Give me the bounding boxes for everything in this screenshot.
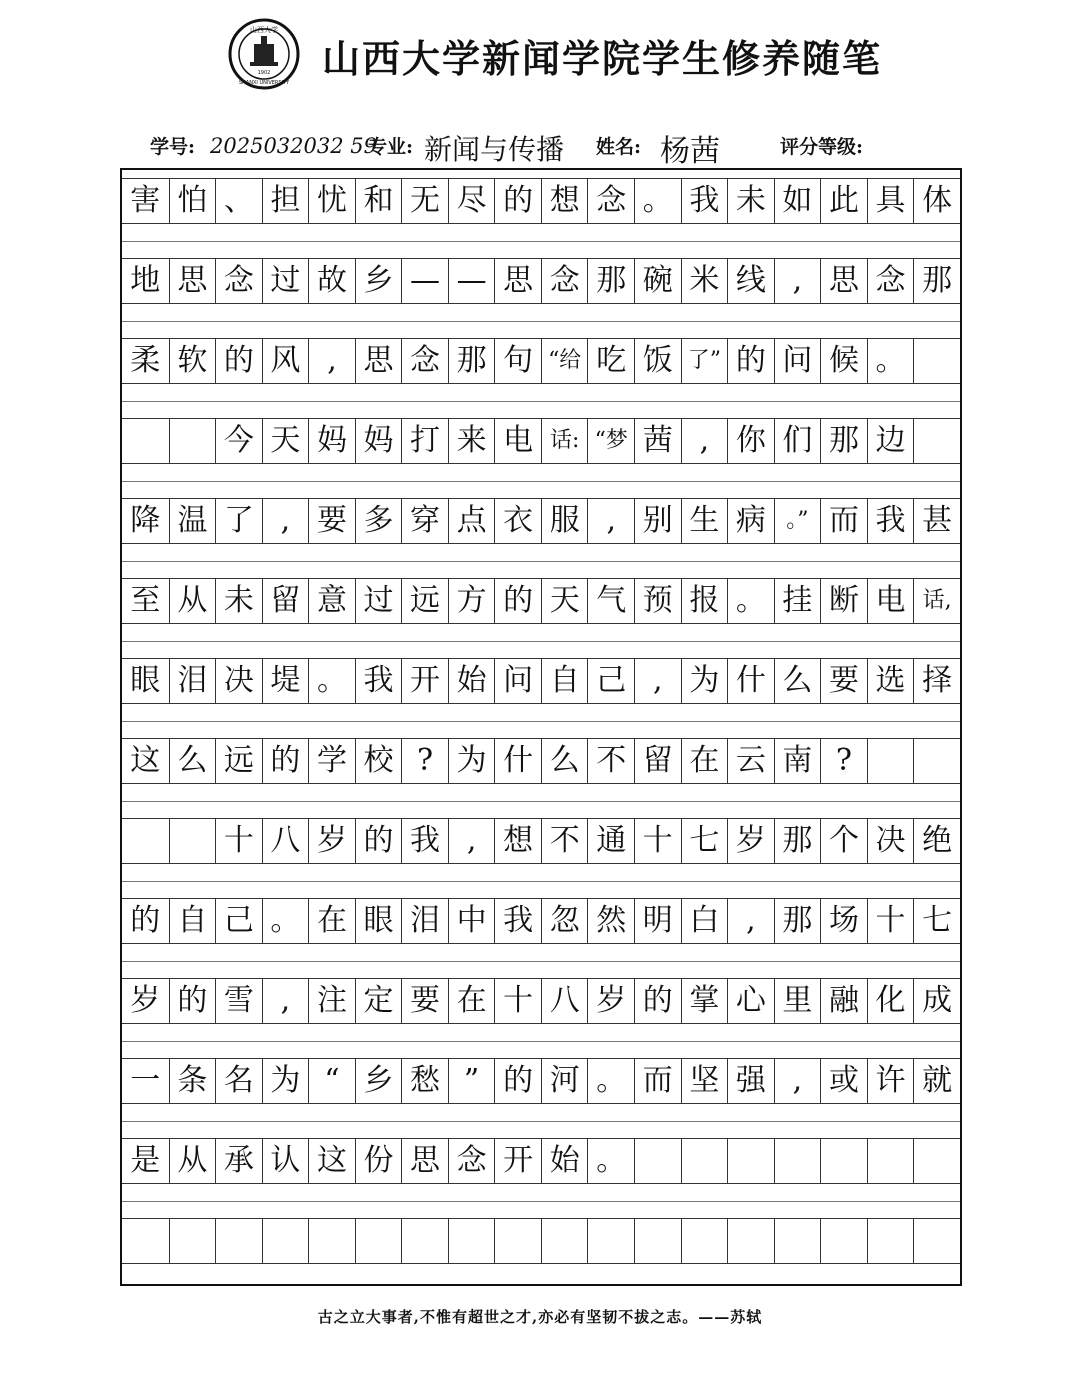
row-separator [122,401,960,402]
grid-row [122,258,960,304]
grid-cell: 决 [215,658,262,704]
grid-cell: 句 [494,338,541,384]
grid-cell [913,1138,960,1184]
grid-cell: 要 [308,498,355,544]
grid-cell: 天 [541,578,588,624]
grid-cell [774,1218,821,1264]
grid-cell: 么 [541,738,588,784]
grid-cell: 电 [867,578,914,624]
grid-cell [867,1218,914,1264]
grid-cell: 愁 [401,1058,448,1104]
grid-cell: 的 [494,578,541,624]
grid-cell: 条 [169,1058,216,1104]
grid-cell [913,738,960,784]
grid-cell [122,818,169,864]
grid-cell: 什 [727,658,774,704]
grid-cell: 念 [448,1138,495,1184]
grid-cell: 温 [169,498,216,544]
grid-cell: 风 [262,338,309,384]
grid-cell: 思 [355,338,402,384]
grid-cell: 那 [774,898,821,944]
grid-cell: 十 [867,898,914,944]
grid-cell: 掌 [681,978,728,1024]
grid-cell: 的 [634,978,681,1024]
grid-row [122,1058,960,1104]
grid-cell: 断 [820,578,867,624]
grid-cell: 打 [401,418,448,464]
row-separator [122,1041,960,1042]
grid-cell: 心 [727,978,774,1024]
grid-cell: 开 [401,658,448,704]
grid-cell: 如 [774,178,821,224]
grid-cell: 从 [169,1138,216,1184]
row-separator [122,961,960,962]
grid-cell: 报 [681,578,728,624]
grid-cell: 尽 [448,178,495,224]
grid-cell [215,1218,262,1264]
grid-cell: 生 [681,498,728,544]
grid-cell: 茜 [634,418,681,464]
grid-row [122,498,960,544]
grid-cell: 米 [681,258,728,304]
grid-cell: 气 [587,578,634,624]
grid-cell: , [448,818,495,864]
grid-cell: 我 [681,178,728,224]
grid-cell: , [262,498,309,544]
grid-cell: 的 [494,1058,541,1104]
row-separator [122,721,960,722]
grid-row [122,978,960,1024]
grid-cell: 一 [122,1058,169,1104]
grid-cell: 么 [774,658,821,704]
grid-cell: “ [308,1058,355,1104]
grid-cell [681,1218,728,1264]
major-value: 新闻与传播 [424,133,565,166]
grid-cell: 边 [867,418,914,464]
grid-cell: 化 [867,978,914,1024]
grid-cell: 选 [867,658,914,704]
svg-text:SHANXI UNIVERSITY: SHANXI UNIVERSITY [238,80,290,86]
grid-cell: 。” [774,498,821,544]
grid-cell [448,1218,495,1264]
grid-cell: 。 [587,1138,634,1184]
grid-cell: 在 [308,898,355,944]
grid-cell [867,738,914,784]
grid-cell: 过 [355,578,402,624]
grid-row [122,818,960,864]
grid-cell [122,1218,169,1264]
grid-cell: 而 [634,1058,681,1104]
grid-cell: 远 [401,578,448,624]
grid-cell: 服 [541,498,588,544]
grid-cell: 强 [727,1058,774,1104]
page-header [0,0,1080,110]
grid-cell: 我 [867,498,914,544]
grid-cell: 是 [122,1138,169,1184]
grid-cell: 决 [867,818,914,864]
row-separator [122,241,960,242]
grid-cell: 始 [448,658,495,704]
grid-cell: “给 [541,338,588,384]
grid-cell: 至 [122,578,169,624]
grid-cell: 为 [262,1058,309,1104]
grid-cell [913,418,960,464]
grid-cell [169,418,216,464]
grid-cell: , [774,258,821,304]
grid-cell: 自 [169,898,216,944]
grid-cell: 妈 [355,418,402,464]
grid-cell: 线 [727,258,774,304]
row-separator [122,1201,960,1202]
grid-cell: 地 [122,258,169,304]
grid-cell: 。 [308,658,355,704]
grid-cell: — [448,258,495,304]
grid-cell [494,1218,541,1264]
grid-cell: 堤 [262,658,309,704]
grid-cell: 怕 [169,178,216,224]
grid-cell: 云 [727,738,774,784]
essay-grid-sheet [120,168,962,1286]
grid-cell: 穿 [401,498,448,544]
grid-cell: 八 [262,818,309,864]
grid-cell: 泪 [169,658,216,704]
grid-cell: 来 [448,418,495,464]
grid-cell: “梦 [587,418,634,464]
grid-cell: 十 [215,818,262,864]
grid-cell: 吃 [587,338,634,384]
grid-cell: 我 [355,658,402,704]
grid-cell: 此 [820,178,867,224]
grid-cell [634,1218,681,1264]
row-separator [122,481,960,482]
grid-cell [634,1138,681,1184]
grid-cell: 在 [448,978,495,1024]
grid-cell: 通 [587,818,634,864]
grid-cell: 想 [494,818,541,864]
svg-text:山西大学: 山西大学 [250,26,278,34]
grid-cell: 择 [913,658,960,704]
grid-cell: 过 [262,258,309,304]
student-info-row [140,126,960,169]
grid-cell [820,1138,867,1184]
grid-cell: , [727,898,774,944]
grid-cell [355,1218,402,1264]
grid-cell: 七 [681,818,728,864]
footer-quote: 古之立大事者,不惟有超世之才,亦必有坚韧不拔之志。——苏轼 [317,1308,763,1326]
grid-cell: 场 [820,898,867,944]
grid-cell: 中 [448,898,495,944]
grid-cell: 为 [448,738,495,784]
grid-cell: 留 [262,578,309,624]
grid-cell: 碗 [634,258,681,304]
grid-cell: 天 [262,418,309,464]
row-separator [122,641,960,642]
grid-cell: 体 [913,178,960,224]
grid-cell [727,1138,774,1184]
grid-cell: 那 [587,258,634,304]
grid-cell: 眼 [355,898,402,944]
grid-row [122,898,960,944]
grid-cell: 就 [913,1058,960,1104]
grid-cell: 那 [913,258,960,304]
grid-cell: 明 [634,898,681,944]
grid-cell: 候 [820,338,867,384]
grid-cell: 始 [541,1138,588,1184]
grid-cell: 河 [541,1058,588,1104]
name-label: 姓名: [596,136,642,158]
grid-cell: , [774,1058,821,1104]
grid-cell: 的 [122,898,169,944]
grid-cell: 南 [774,738,821,784]
grid-cell [262,1218,309,1264]
student-id-label: 学号: [150,136,196,158]
grid-cell: 软 [169,338,216,384]
grid-cell: 这 [122,738,169,784]
grid-cell: 雪 [215,978,262,1024]
grid-cell: 己 [587,658,634,704]
grid-cell [913,338,960,384]
page-title: 山西大学新闻学院学生修养随笔 [322,36,883,81]
grid-cell [122,418,169,464]
grid-cell: 忧 [308,178,355,224]
grid-cell: 开 [494,1138,541,1184]
grid-cell: 校 [355,738,402,784]
grid-cell: 思 [169,258,216,304]
row-separator [122,321,960,322]
grid-cell: 绝 [913,818,960,864]
grid-cell: 话: [541,418,588,464]
grid-cell: , [308,338,355,384]
grid-cell: 岁 [587,978,634,1024]
grid-cell [727,1218,774,1264]
grid-cell: 注 [308,978,355,1024]
grid-cell: 。 [262,898,309,944]
grid-cell: 念 [587,178,634,224]
grid-cell [681,1138,728,1184]
grid-cell: 成 [913,978,960,1024]
grid-cell: 而 [820,498,867,544]
grid-cell: ” [448,1058,495,1104]
grid-cell: 挂 [774,578,821,624]
grid-cell [541,1218,588,1264]
grid-cell: 这 [308,1138,355,1184]
row-separator [122,801,960,802]
grid-cell: 多 [355,498,402,544]
grid-cell: 留 [634,738,681,784]
grid-cell: 病 [727,498,774,544]
university-seal-icon [228,18,300,90]
grid-row [122,178,960,224]
grid-cell: 未 [727,178,774,224]
grid-cell: 岁 [727,818,774,864]
grid-cell: 要 [820,658,867,704]
name-value: 杨茜 [660,134,720,169]
grid-cell [867,1138,914,1184]
grid-cell [169,818,216,864]
grid-cell: 念 [867,258,914,304]
grid-cell: 名 [215,1058,262,1104]
grid-cell: 那 [820,418,867,464]
grid-cell: 七 [913,898,960,944]
grid-cell: 无 [401,178,448,224]
grid-cell: 眼 [122,658,169,704]
grid-row [122,1138,960,1184]
grid-cell: 的 [727,338,774,384]
grid-cell: 个 [820,818,867,864]
grid-cell: 我 [401,818,448,864]
grid-cell: 你 [727,418,774,464]
grid-cell: 坚 [681,1058,728,1104]
grid-cell: 念 [401,338,448,384]
grid-cell: 衣 [494,498,541,544]
grid-cell: 什 [494,738,541,784]
grid-cell: 要 [401,978,448,1024]
grid-cell: 岁 [308,818,355,864]
grid-cell: 故 [308,258,355,304]
row-separator [122,1121,960,1122]
grid-cell: 别 [634,498,681,544]
grid-cell: 我 [494,898,541,944]
grid-row [122,658,960,704]
grid-cell: 念 [215,258,262,304]
grid-cell: 问 [774,338,821,384]
grid-cell: 具 [867,178,914,224]
grid-cell: 学 [308,738,355,784]
grid-row [122,578,960,624]
grid-row [122,418,960,464]
grid-cell: 了 [215,498,262,544]
grid-cell: 降 [122,498,169,544]
grid-row [122,738,960,784]
svg-text:1902: 1902 [257,70,271,76]
grid-cell: 害 [122,178,169,224]
grid-cell: 份 [355,1138,402,1184]
grid-cell: 、 [215,178,262,224]
grid-cell [774,1138,821,1184]
grid-cell: — [401,258,448,304]
grid-cell: 未 [215,578,262,624]
grid-cell: 不 [541,818,588,864]
grid-cell: 担 [262,178,309,224]
grid-cell: 电 [494,418,541,464]
grid-cell: 。 [634,178,681,224]
grid-cell: 认 [262,1138,309,1184]
major-label: 专业: [368,136,414,158]
grid-cell: 己 [215,898,262,944]
grid-cell [308,1218,355,1264]
grid-cell: 预 [634,578,681,624]
grid-row [122,338,960,384]
grid-cell: 为 [681,658,728,704]
grid-cell: 从 [169,578,216,624]
grid-cell: 。 [587,1058,634,1104]
grid-cell: 许 [867,1058,914,1104]
grid-cell: 定 [355,978,402,1024]
grid-cell: 里 [774,978,821,1024]
grid-cell [587,1218,634,1264]
grid-cell: 乡 [355,258,402,304]
grid-cell: 意 [308,578,355,624]
grid-cell: 承 [215,1138,262,1184]
grid-cell: 问 [494,658,541,704]
grid-cell: 乡 [355,1058,402,1104]
grid-cell: ? [820,738,867,784]
grid-cell: 那 [774,818,821,864]
grid-cell: 八 [541,978,588,1024]
grid-cell: 思 [820,258,867,304]
grid-cell: 的 [355,818,402,864]
grid-cell: , [587,498,634,544]
grid-cell: 么 [169,738,216,784]
row-separator [122,561,960,562]
grid-cell: 岁 [122,978,169,1024]
grid-cell: 十 [494,978,541,1024]
grid-cell [913,1218,960,1264]
grid-cell: 的 [494,178,541,224]
grid-cell: 柔 [122,338,169,384]
grid-cell: ? [401,738,448,784]
grid-cell: 妈 [308,418,355,464]
student-id-value: 2025032032 59 [210,134,378,158]
grid-cell: 思 [401,1138,448,1184]
grid-cell: 忽 [541,898,588,944]
grid-cell: 融 [820,978,867,1024]
grid-cell: 那 [448,338,495,384]
row-separator [122,881,960,882]
grid-cell: 和 [355,178,402,224]
grade-label: 评分等级: [780,136,864,158]
grid-cell [169,1218,216,1264]
grid-cell: 。 [727,578,774,624]
grid-cell: 或 [820,1058,867,1104]
grid-cell: 今 [215,418,262,464]
grid-cell: 话, [913,578,960,624]
grid-cell: 们 [774,418,821,464]
grid-row [122,1218,960,1264]
grid-cell: 。 [867,338,914,384]
grid-cell: , [681,418,728,464]
grid-cell: 白 [681,898,728,944]
grid-cell: 不 [587,738,634,784]
grid-cell: 然 [587,898,634,944]
grid-cell: 在 [681,738,728,784]
grid-cell: 泪 [401,898,448,944]
grid-cell [401,1218,448,1264]
grid-cell: 方 [448,578,495,624]
grid-cell [820,1218,867,1264]
grid-cell: 饭 [634,338,681,384]
grid-cell: 的 [215,338,262,384]
grid-cell: , [262,978,309,1024]
grid-cell: 想 [541,178,588,224]
grid-cell: 十 [634,818,681,864]
grid-cell: 的 [262,738,309,784]
grid-cell: 甚 [913,498,960,544]
grid-cell: 自 [541,658,588,704]
grid-cell: 思 [494,258,541,304]
grid-cell: 念 [541,258,588,304]
grid-cell: 远 [215,738,262,784]
grid-cell: , [634,658,681,704]
grid-cell: 了” [681,338,728,384]
grid-cell: 的 [169,978,216,1024]
grid-cell: 点 [448,498,495,544]
